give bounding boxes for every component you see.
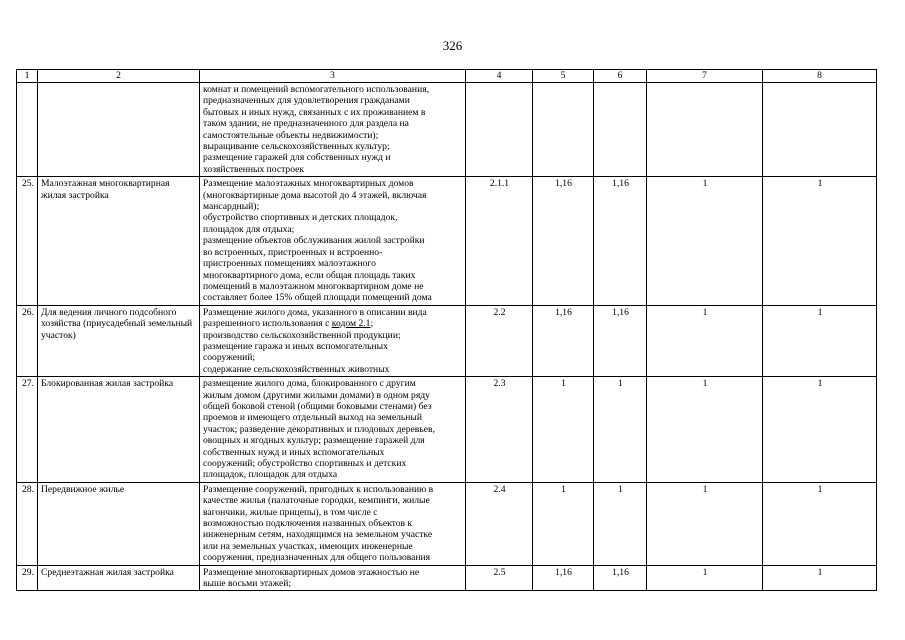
value-col-5: 1,16: [533, 177, 594, 305]
row-number: [17, 83, 38, 177]
description-line: собственных нужд и иных вспомогательных: [203, 446, 385, 458]
value-col-8: 1: [763, 377, 877, 483]
description-line: [203, 318, 463, 329]
use-type-name: Блокированная жилая застройка: [38, 377, 200, 483]
use-code: 2.2: [466, 305, 533, 376]
row-number: 26.: [17, 305, 38, 376]
use-description: [200, 482, 466, 565]
table-row: [17, 177, 877, 305]
description-line: составляет более 15% общей площади помещений дома: [203, 292, 432, 304]
value-col-6: [594, 83, 647, 177]
use-type-name: Для ведения личного подсобного хозяйства (приусадебный земельный участок): [38, 305, 200, 376]
use-description: [200, 565, 466, 591]
value-col-8: 1: [763, 482, 877, 565]
value-col-6: 1,16: [594, 565, 647, 591]
code-reference-link[interactable]: кодом 2.1: [331, 318, 371, 330]
description-line: Размещение многоквартирных домов этажностью не: [203, 566, 420, 578]
description-line: выше восьми этажей;: [203, 578, 292, 590]
table-row: [17, 565, 877, 591]
description-line: Размещение сооружений, пригодных к использованию в: [203, 483, 434, 495]
value-col-7: 1: [647, 482, 763, 565]
description-line: Размещение жилого дома, указанного в описании вида: [203, 306, 427, 318]
use-type-name: [38, 83, 200, 177]
land-use-table: [16, 69, 877, 591]
description-line: мансардный);: [203, 201, 260, 213]
value-col-6: 1,16: [594, 177, 647, 305]
row-number: 29.: [17, 565, 38, 591]
description-line-text: ;: [370, 318, 374, 330]
value-col-7: 1: [647, 305, 763, 376]
use-type-name: Передвижное жилье: [38, 482, 200, 565]
value-col-6: 1: [594, 482, 647, 565]
description-line: общей боковой стеной (общими боковыми стенами) без: [203, 400, 432, 412]
description-line: выращивание сельскохозяйственных культур;: [203, 141, 390, 153]
use-type-name: Малоэтажная многоквартирная жилая застройка: [38, 177, 200, 305]
description-line: бытовых и иных нужд, связанных с их проживанием в: [203, 106, 426, 118]
description-line: жилым домом (другими жилыми домами) в одном ряду: [203, 389, 430, 401]
description-line: качестве жилья (палаточные городки, кемпинги, жилые: [203, 495, 430, 507]
description-line: сооружений;: [203, 352, 256, 364]
description-line: помещений в малоэтажном многоквартирном доме не: [203, 280, 424, 292]
description-line: предназначенных для удовлетворения гражданами: [203, 95, 410, 107]
description-line: овощных и ягодных культур; размещение гаражей для: [203, 435, 425, 447]
use-code: 2.5: [466, 565, 533, 591]
page-number: 326: [442, 38, 463, 53]
header-col-1: 1: [17, 70, 38, 83]
header-col-5: 5: [533, 70, 594, 83]
header-row: [17, 70, 877, 83]
description-line: (многоквартирные дома высотой до 4 этажей, включая: [203, 189, 427, 201]
row-number: 28.: [17, 482, 38, 565]
description-line: многоквартирного дома, если общая площадь таких: [203, 269, 416, 281]
description-line-text: разрешенного использования с: [203, 318, 332, 330]
description-line: комнат и помещений вспомогательного использования,: [203, 84, 430, 95]
row-number: 27.: [17, 377, 38, 483]
description-line: или на земельных участках, имеющих инженерные: [203, 540, 413, 552]
description-line: сооружений; обустройство спортивных и детских: [203, 458, 407, 469]
description-line: производство сельскохозяйственной продукции;: [203, 329, 401, 341]
use-description: [200, 377, 466, 483]
description-line: размещение жилого дома, блокированного с другим: [203, 378, 416, 390]
description-line: Размещение малоэтажных многоквартирных домов: [203, 178, 414, 190]
use-type-name: Среднеэтажная жилая застройка: [38, 565, 200, 591]
use-code: [466, 83, 533, 177]
description-line: вагончики, жилые прицепы), в том числе с: [203, 506, 378, 518]
description-line: сооружения, предназначенных для общего пользования: [203, 552, 431, 564]
value-col-5: 1: [533, 482, 594, 565]
description-line: хозяйственных построек: [203, 163, 305, 175]
header-col-6: 6: [594, 70, 647, 83]
description-line: самостоятельные объекты недвижимости);: [203, 129, 379, 141]
value-col-6: 1: [594, 377, 647, 483]
header-col-2: 2: [38, 70, 200, 83]
value-col-7: 1: [647, 377, 763, 483]
table-row: [17, 305, 877, 376]
table-row: [17, 377, 877, 483]
value-col-8: 1: [763, 305, 877, 376]
value-col-5: [533, 83, 594, 177]
description-line: во встроенных, пристроенных и встроенно-: [203, 246, 383, 258]
value-col-7: 1: [647, 177, 763, 305]
value-col-5: 1: [533, 377, 594, 483]
header-col-8: 8: [763, 70, 877, 83]
description-line: содержание сельскохозяйственных животных: [203, 363, 390, 375]
header-col-3: 3: [200, 70, 466, 83]
row-number: 25.: [17, 177, 38, 305]
description-line: участок; разведение декоративных и плодовых деревьев,: [203, 423, 435, 435]
value-col-6: 1,16: [594, 305, 647, 376]
value-col-7: 1: [647, 565, 763, 591]
description-line: размещение гаража и иных вспомогательных: [203, 340, 388, 352]
value-col-8: [763, 83, 877, 177]
use-code: 2.1.1: [466, 177, 533, 305]
header-col-4: 4: [466, 70, 533, 83]
description-line: площадок, площадок для отдыха: [203, 469, 338, 481]
value-col-7: [647, 83, 763, 177]
use-description: [200, 83, 466, 177]
description-line: таком здании, не предназначенного для раздела на: [203, 118, 409, 130]
value-col-5: 1,16: [533, 565, 594, 591]
table-row: [17, 482, 877, 565]
description-line: площадок для отдыха;: [203, 223, 295, 235]
value-col-8: 1: [763, 177, 877, 305]
description-line: размещение объектов обслуживания жилой застройки: [203, 235, 425, 247]
table-row: [17, 83, 877, 177]
value-col-5: 1,16: [533, 305, 594, 376]
use-code: 2.3: [466, 377, 533, 483]
description-line: обустройство спортивных и детских площадок,: [203, 212, 398, 224]
description-line: размещение гаражей для собственных нужд и: [203, 152, 391, 164]
description-line: проемов и имеющего отдельный выход на земельный: [203, 412, 423, 424]
description-line: пристроенных помещениях малоэтажного: [203, 258, 376, 270]
use-description: [200, 177, 466, 305]
description-line: возможностью подключения названных объектов к: [203, 518, 413, 530]
use-code: 2.4: [466, 482, 533, 565]
header-col-7: 7: [647, 70, 763, 83]
use-description: [200, 305, 466, 376]
description-line: инженерным сетям, находящимся на земельном участке: [203, 529, 433, 541]
value-col-8: 1: [763, 565, 877, 591]
